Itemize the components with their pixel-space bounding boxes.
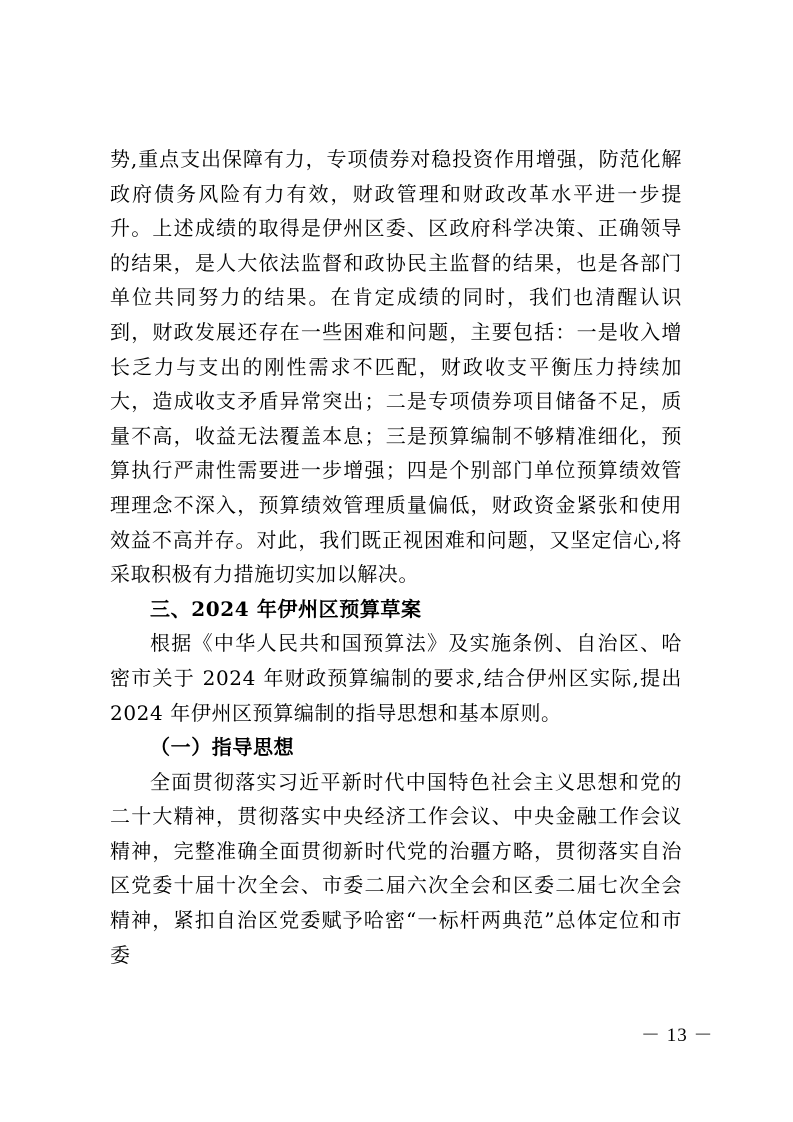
paragraph-budget-basis: 根据《中华人民共和国预算法》及实施条例、自治区、哈密市关于 2024 年财政预算编制的要求,结合伊州区实际,提出 2024 年伊州区预算编制的指导思想和基本原则。: [110, 631, 682, 725]
section-heading-budget-draft: 三、2024 年伊州区预算草案: [150, 596, 422, 621]
subsection-heading-guiding-ideology: （一）指导思想: [150, 735, 295, 760]
paragraph-guiding-ideology: 全面贯彻落实习近平新时代中国特色社会主义思想和党的二十大精神，贯彻落实中央经济工作会议、中央金融工作会议精神，完整准确全面贯彻新时代党的治疆方略，贯彻落实自治区党委十届十次全会、市委二届六次全会和区委二届七次全会精神，紧扣自治区党委赋予哈密“一标杆两典范”总体定位和市委: [110, 769, 682, 967]
paragraph-fiscal-achievements-problems: 势,重点支出保障有力，专项债券对稳投资作用增强，防范化解政府债务风险有力有效，财政管理和财政改革水平进一步提升。上述成绩的取得是伊州区委、区政府科学决策、正确领导的结果，是人大依法监督和政协民主监督的结果，也是各部门单位共同努力的结果。在肯定成绩的同时，我们也清醒认识到，财政发展还存在一些困难和问题，主要包括：一是收入增长乏力与支出的刚性需求不匹配，财政收支平衡压力持续加大，造成收支矛盾异常突出；二是专项债券项目储备不足，质量不高，收益无法覆盖本息；三是预算编制不够精准细化，预算执行严肃性需要进一步增强；四是个别部门单位预算绩效管理理念不深入，预算绩效管理质量偏低，财政资金紧张和使用效益不高并存。对此，我们既正视困难和问题，又坚定信心,将采取积极有力措施切实加以解决。: [110, 147, 682, 587]
body-text: [110, 142, 682, 972]
page-number: － 13 －: [641, 1025, 714, 1046]
